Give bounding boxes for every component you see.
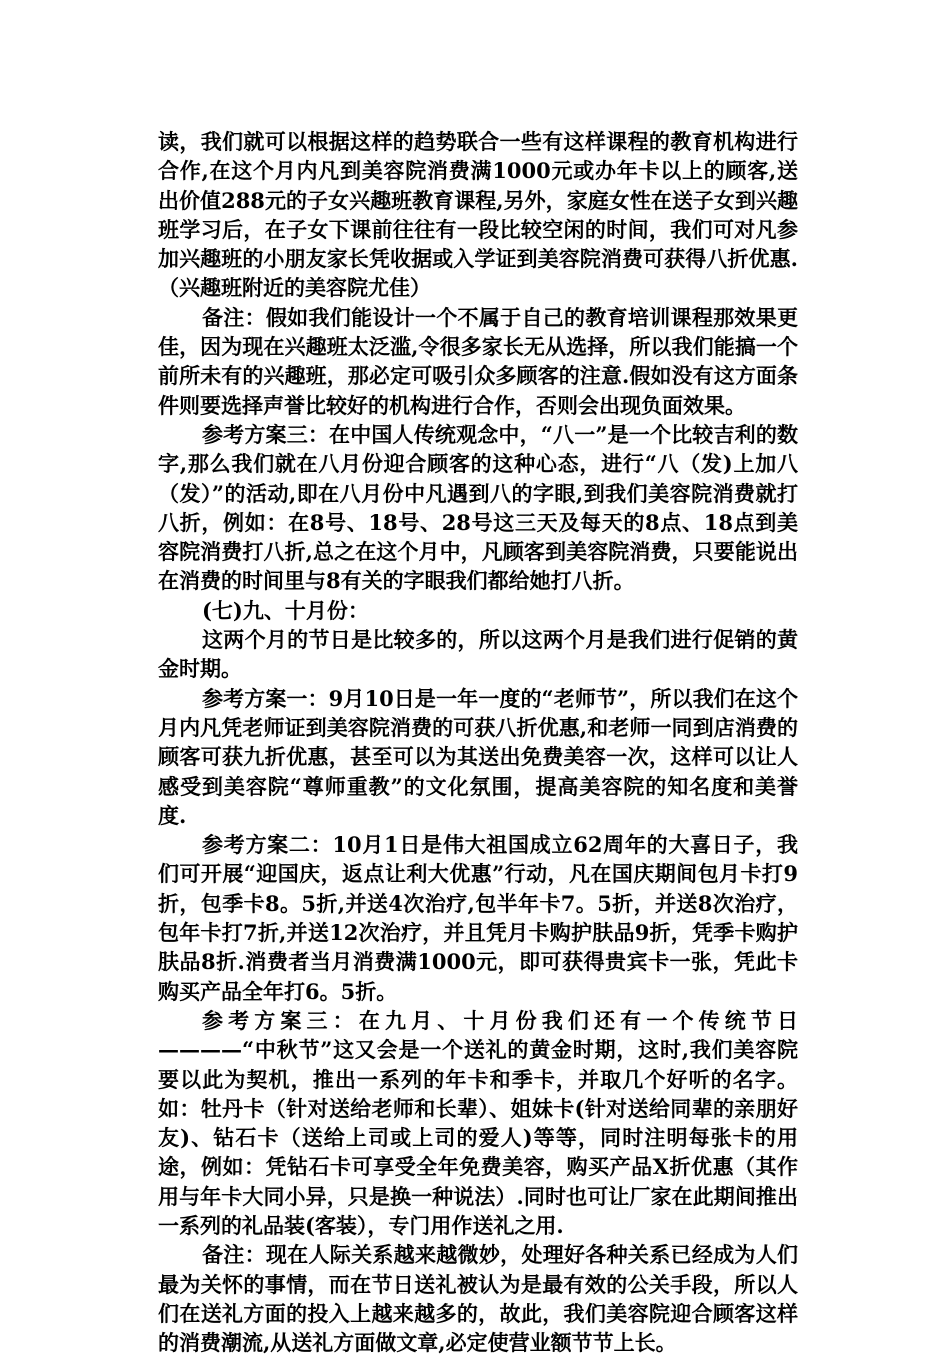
paragraph-2: 备注：假如我们能设计一个不属于自己的教育培训课程那效果更佳，因为现在兴趣班太泛滥,令很多家长无从选择，所以我们能搞一个前所未有的兴趣班，那必定可吸引众多顾客的注意.假如没有这方面条件则要选择声誉比较好的机构进行合作，否则会出现负面效果。: [158, 304, 798, 418]
paragraph-1: 读，我们就可以根据这样的趋势联合一些有这样课程的教育机构进行合作,在这个月内凡到美容院消费满1000元或办年卡以上的顾客,送出价值288元的子女兴趣班教育课程,另外，家庭女性在送子女到兴趣班学习后，在子女下课前往往有一段比较空闲的时间，我们可对凡参加兴趣班的小朋友家长凭收据或入学证到美容院消费可获得八折优惠.（兴趣班附近的美容院尤佳）: [158, 129, 798, 301]
paragraph-8: 参考方案三：在九月、十月份我们还有一个传统节日————“中秋节”这又会是一个送礼的黄金时期，这时,我们美容院要以此为契机，推出一系列的年卡和季卡，并取几个好听的名字。如：牡丹卡（针对送给老师和长辈）、姐妹卡(针对送给同辈的亲朋好友)、钻石卡（送给上司或上司的爱人)等等，同时注明每张卡的用途，例如：凭钻石卡可享受全年免费美容，购买产品X折优惠（其作用与年卡大同小异，只是换一种说法）.同时也可让厂家在此期间推出一系列的礼品装(客装），专门用作送礼之用.: [158, 1007, 798, 1238]
paragraph-9: 备注：现在人际关系越来越微妙，处理好各种关系已经成为人们最为关怀的事情，而在节日送礼被认为是最有效的公关手段，所以人们在送礼方面的投入上越来越多的，故此，我们美容院迎合顾客这样的消费潮流,从送礼方面做文章,必定使营业额节节上长。: [158, 1242, 798, 1356]
section-heading-september-october: (七)九、十月份：: [202, 597, 369, 623]
paragraph-5: 这两个月的节日是比较多的，所以这两个月是我们进行促销的黄金时期。: [158, 627, 798, 682]
paragraph-6: 参考方案一：9月10日是一年一度的“老师节”，所以我们在这个月内凡凭老师证到美容院消费的可获八折优惠,和老师一同到店消费的顾客可获九折优惠，甚至可以为其送出免费美容一次，这样可以让人感受到美容院“尊师重教”的文化氛围，提高美容院的知名度和美誉度.: [158, 685, 798, 828]
paragraph-7: 参考方案二：10月1日是伟大祖国成立62周年的大喜日子，我们可开展“迎国庆，返点让利大优惠”行动，凡在国庆期间包月卡打9折，包季卡8。5折,并送4次治疗,包半年卡7。5折，并送8次治疗，包年卡打7折,并送12次治疗，并且凭月卡购护肤品9折，凭季卡购护肤品8折.消费者当月消费满1000元，即可获得贵宾卡一张，凭此卡购买产品全年打6。5折。: [158, 832, 798, 1004]
paragraph-3: 参考方案三：在中国人传统观念中，“八一”是一个比较吉利的数字,那么我们就在八月份迎合顾客的这种心态，进行“八（发)上加八（发）”的活动,即在八月份中凡遇到八的字眼,到我们美容院消费就打八折，例如：在8号、18号、28号这三天及每天的8点、18点到美容院消费打八折,总之在这个月中，凡顾客到美容院消费，只要能说出在消费的时间里与8有关的字眼我们都给她打八折。: [158, 421, 798, 594]
document-page: [158, 127, 798, 1357]
